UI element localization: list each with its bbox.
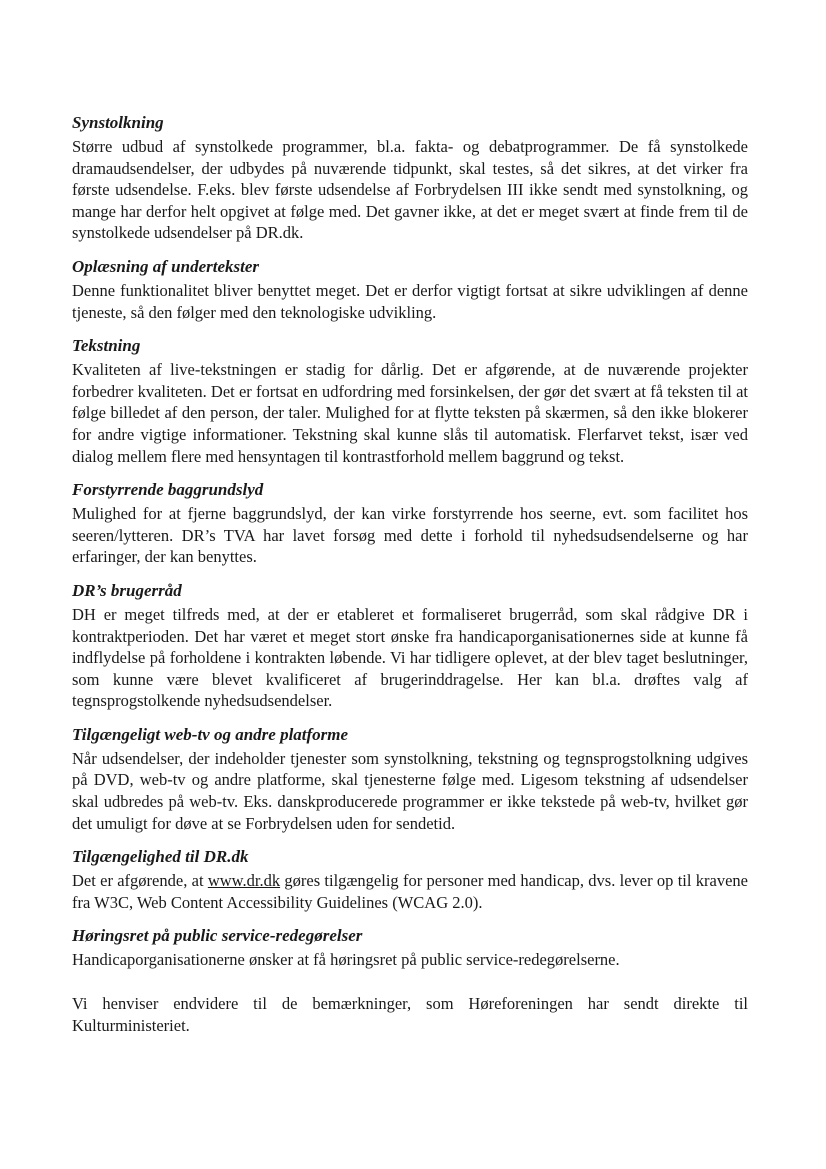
section-heading: Forstyrrende baggrundslyd — [72, 480, 264, 500]
section-heading: Synstolkning — [72, 113, 164, 132]
section-hoeringsret — [72, 925, 748, 971]
section-paragraph: Mulighed for at fjerne baggrundslyd, der kan virke forstyrrende hos seerne, evt. som facilitet hos seeren/lytteren. DR’s TVA har lavet forsøg med dette i forhold til nyhedsudsendelserne og har erfaringer, der kan benyttes. — [72, 504, 748, 567]
paragraph-text: gøres tilgængelig for personer med handicap, dvs. lever op til kravene fra W3C, Web Content Accessibility Guidelines (WCAG 2.0). — [72, 871, 748, 912]
section-web-tv — [72, 724, 748, 834]
section-paragraph: Denne funktionalitet bliver benyttet meget. Det er derfor vigtigt fortsat at sikre udviklingen af denne tjeneste, så den følger med den teknologiske udvikling. — [72, 280, 748, 322]
section-heading: Oplæsning af undertekster — [72, 256, 260, 276]
section-paragraph — [72, 870, 748, 913]
section-synstolkning — [72, 112, 748, 244]
section-paragraph: Større udbud af synstolkede programmer, bl.a. fakta- og debatprogrammer. De få synstolkede dramaudsendelser, der udbydes på nuværende tidpunkt, skal testes, så det sikres, at det virker fra første udsendelse. F.eks. blev første udsendelse af Forbrydelsen III ikke sendt med synstolkning, og mange har derfor helt opgivet at følge med. Det gavner ikke, at det er meget svært at finde frem til de synstolkede udsendelser på DR.dk. — [72, 137, 748, 243]
section-paragraph: Kvaliteten af live-tekstningen er stadig for dårlig. Det er afgørende, at de nuværende projekter forbedrer kvaliteten. Det er fortsat en udfordring med forsinkelsen, der gør det svært at få teksten til at følge billedet af den person, der taler. Mulighed for at flytte teksten på skærmen, så den ikke blokerer for andre vigtige informationer. Tekstning skal kunne slås til automatisk. Flerfarvet tekst, især ved dialog mellem flere med hensyntagen til kontrastforhold mellem baggrund og tekst. — [72, 360, 748, 466]
section-heading: Tilgængeligt web-tv og andre platforme — [72, 724, 349, 744]
section-oplaesning — [72, 256, 748, 323]
section-heading: Tekstning — [72, 336, 141, 356]
section-heading: Høringsret på public service-redegørelser — [72, 926, 363, 946]
section-baggrundslyd — [72, 479, 748, 568]
section-tekstning — [72, 335, 748, 467]
paragraph-text: Det er afgørende, at — [72, 871, 208, 891]
section-dr-dk — [72, 846, 748, 913]
section-paragraph: Handicaporganisationerne ønsker at få høringsret på public service-redegørelserne. — [72, 950, 620, 970]
section-paragraph: DH er meget tilfreds med, at der er etableret et formaliseret brugerråd, som skal rådgive DR i kontraktperioden. Det har været et meget stort ønske fra handicaporganisationernes side at kunne få indflydelse på forholdene i kontrakten løbende. Vi har tidligere oplevet, at der blev taget beslutninger, som kunne være blevet kvalificeret af brugerinddragelse. Her kan bl.a. drøftes valg af tegnsprogstolkende nyhedsudsendelser. — [72, 604, 748, 711]
section-heading: DR’s brugerråd — [72, 580, 182, 600]
dr-dk-link[interactable]: www.dr.dk — [207, 871, 281, 891]
section-heading: Tilgængelighed til DR.dk — [72, 847, 249, 867]
closing-paragraph: Vi henviser endvidere til de bemærkninger, som Høreforeningen har sendt direkte til Kulturministeriet. — [72, 994, 748, 1035]
document-page — [72, 112, 748, 1036]
section-paragraph: Når udsendelser, der indeholder tjenester som synstolkning, tekstning og tegnsprogstolkning udgives på DVD, web-tv og andre platforme, skal tjenesterne følge med. Ligesom tekstning af udsendelser skal udbredes på web-tv. Eks. danskproducerede programmer er ikke tekstede på web-tv, hvilket gør det umuligt for døve at se Forbrydelsen uden for sendetid. — [72, 748, 748, 833]
section-brugerraad — [72, 580, 748, 712]
